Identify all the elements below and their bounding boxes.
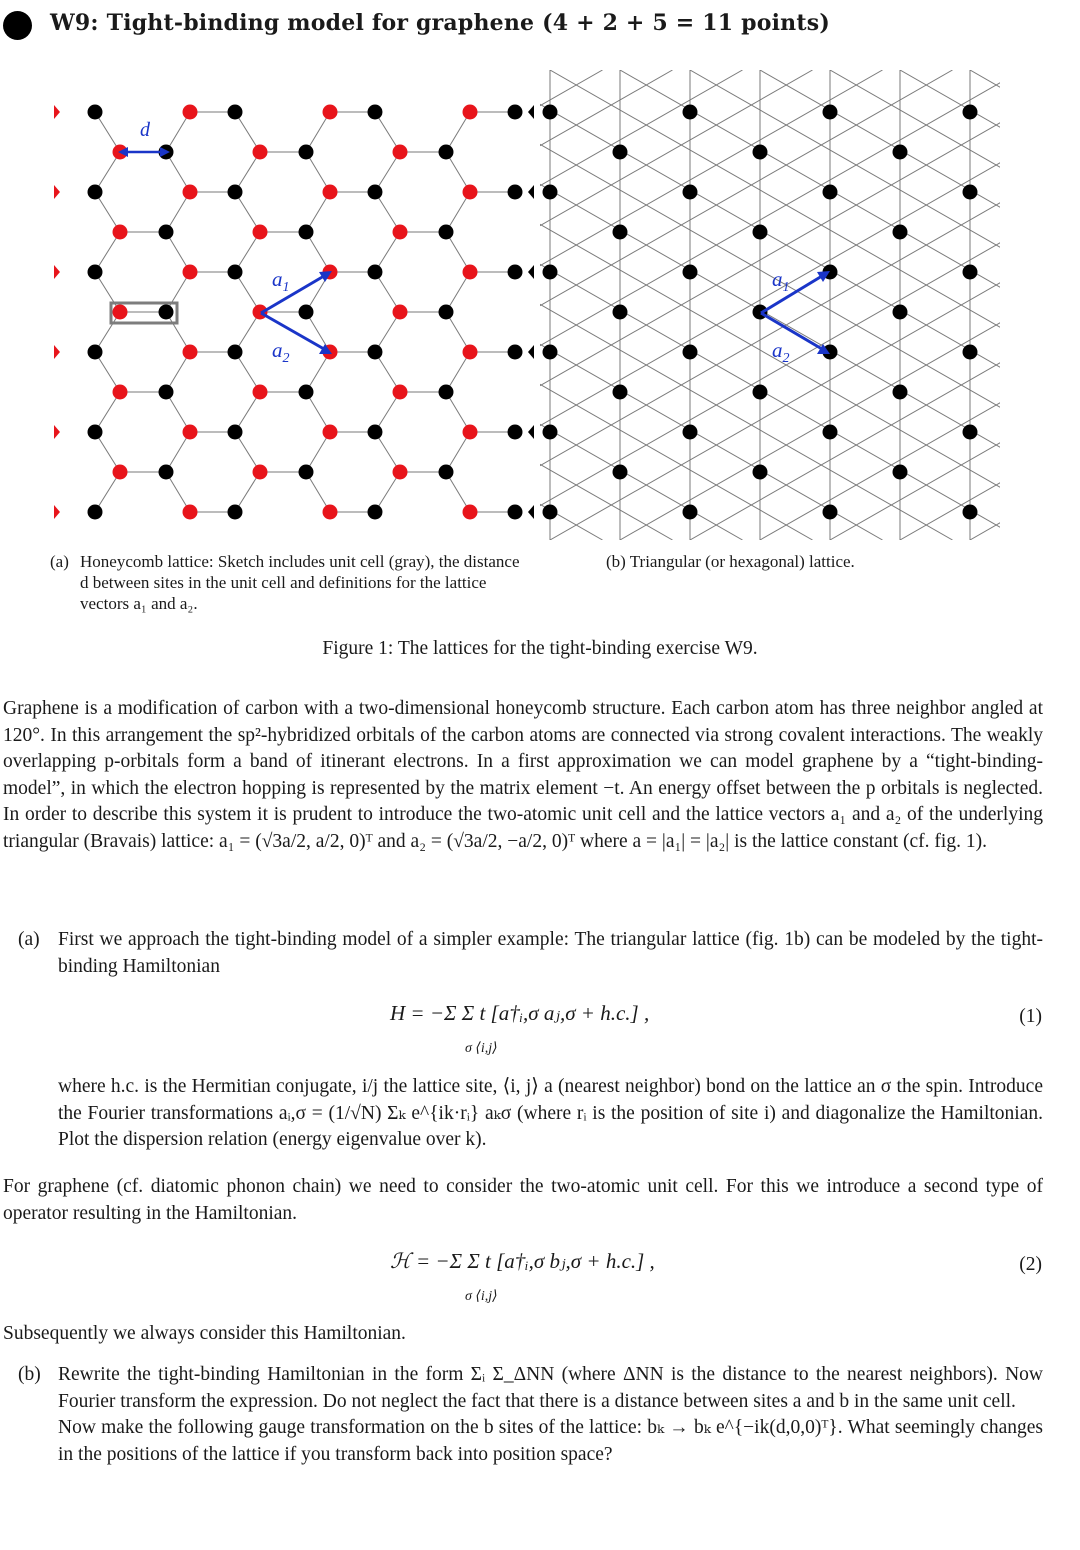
lattice-bond <box>540 70 883 540</box>
a1-vector <box>261 276 324 313</box>
a-site <box>323 505 338 520</box>
caption-a-label: (a) <box>50 552 69 571</box>
a2-label: $a_2$ <box>272 338 290 366</box>
lattice-site <box>543 265 558 280</box>
edge-site <box>528 345 534 359</box>
b-site <box>368 425 383 440</box>
edge-site <box>528 505 534 519</box>
b-site <box>508 265 523 280</box>
a-site <box>113 225 128 240</box>
b-site <box>228 185 243 200</box>
b-site <box>368 265 383 280</box>
a2-vector <box>761 313 822 349</box>
a-site <box>253 225 268 240</box>
lattice-bond <box>970 70 1000 540</box>
triangular-figure <box>540 70 1000 540</box>
lattice-site <box>963 105 978 120</box>
lattice-site <box>963 425 978 440</box>
equation-1-number: (1) <box>1019 1006 1042 1027</box>
lattice-bond <box>620 70 1000 540</box>
a-site <box>393 385 408 400</box>
part-a-label: (a) <box>18 929 40 950</box>
lattice-bond <box>540 70 1000 540</box>
a-site <box>393 225 408 240</box>
b-site <box>508 105 523 120</box>
lattice-bond <box>540 70 1000 540</box>
b-site <box>439 225 454 240</box>
b-site <box>299 145 314 160</box>
caption-a-text: Honeycomb lattice: Sketch includes unit cell (gray), the distance d between sites in the unit cell and definitions for the lattice vectors a₁ and a₂. <box>80 552 520 613</box>
triangular-lattice <box>540 70 1000 540</box>
lattice-site <box>543 105 558 120</box>
a-site <box>323 425 338 440</box>
honeycomb-lattice <box>40 70 540 540</box>
edge-site <box>528 105 534 119</box>
lattice-site <box>823 505 838 520</box>
lattice-site <box>823 105 838 120</box>
exercise-title: W9: Tight-binding model for graphene (4 + 2 + 5 = 11 points) <box>50 10 830 36</box>
b-site <box>368 185 383 200</box>
lattice-site <box>963 345 978 360</box>
lattice-site <box>753 145 768 160</box>
a-site <box>393 305 408 320</box>
a-site <box>463 185 478 200</box>
b-site <box>159 385 174 400</box>
b-site <box>439 145 454 160</box>
lattice-site <box>683 425 698 440</box>
distance-d-label: d <box>140 119 150 141</box>
lattice-site <box>753 465 768 480</box>
equation-1 <box>0 1000 1080 1060</box>
honeycomb-figure <box>40 70 540 540</box>
part-b-text-1: Rewrite the tight-binding Hamiltonian in the form Σᵢ Σ_ΔNN (where ΔNN is the distance to the nearest neighbors). Now Fourier transform the expression. Do not neglect the fact that there is a distance between sites a and b in the same unit cell. <box>58 1364 1043 1412</box>
lattice-site <box>683 185 698 200</box>
b-site <box>439 385 454 400</box>
lattice-bond <box>540 70 1000 540</box>
lattice-site <box>543 185 558 200</box>
equation-2-number: (2) <box>1019 1254 1042 1275</box>
part-b-text-2: Now make the following gauge transformation on the b sites of the lattice: bₖ → bₖ e^{−ik(d,0,0)ᵀ}. What seemingly changes in the positions of the lattice if you transform back into position space? <box>58 1417 1043 1465</box>
b-site <box>88 505 103 520</box>
equation-2-expression: ℋ = −Σ Σ t [a†ᵢ,σ bⱼ,σ + h.c.] , <box>390 1249 655 1273</box>
caption-b: (b) Triangular (or hexagonal) lattice. <box>606 552 855 571</box>
lattice-site <box>963 265 978 280</box>
edge-site <box>54 505 60 519</box>
edge-site <box>54 105 60 119</box>
a-site <box>463 425 478 440</box>
b-site <box>88 185 103 200</box>
edge-site <box>54 185 60 199</box>
equation-2 <box>0 1248 1080 1308</box>
part-a-text: First we approach the tight-binding model of a simpler example: The triangular lattice (fig. 1b) can be modeled by the tight-binding Hamiltonian <box>58 929 1043 977</box>
lattice-bond <box>900 70 1000 540</box>
lattice-bond <box>540 70 1000 540</box>
bullet-icon <box>3 11 32 40</box>
b-site <box>228 505 243 520</box>
lattice-bond <box>540 70 743 540</box>
exercise-header <box>0 4 1080 40</box>
a-site <box>183 505 198 520</box>
lattice-bond <box>540 70 1000 540</box>
caption-a <box>50 551 530 614</box>
a-site <box>183 265 198 280</box>
figure-caption: Figure 1: The lattices for the tight-binding exercise W9. <box>322 638 758 659</box>
a-site <box>183 425 198 440</box>
lattice-bond <box>540 70 1000 540</box>
lattice-site <box>893 225 908 240</box>
lattice-bond <box>830 70 1000 540</box>
lattice-site <box>893 305 908 320</box>
lattice-site <box>613 305 628 320</box>
part-b-item <box>18 1362 1043 1468</box>
lattice-site <box>893 385 908 400</box>
part-a-item <box>18 927 1043 980</box>
subsequently-text: Subsequently we always consider this Hamiltonian. <box>3 1323 406 1344</box>
b-site <box>299 225 314 240</box>
a-site <box>463 345 478 360</box>
lattice-site <box>613 385 628 400</box>
equation-1-expression: H = −Σ Σ t [a†ᵢ,σ aⱼ,σ + h.c.] , <box>390 1001 650 1025</box>
b-site <box>508 345 523 360</box>
a-site <box>253 145 268 160</box>
a-site <box>183 105 198 120</box>
lattice-site <box>683 505 698 520</box>
lattice-site <box>613 225 628 240</box>
lattice-site <box>683 265 698 280</box>
b-site <box>228 425 243 440</box>
lattice-bond <box>970 70 1000 540</box>
lattice-bond <box>540 70 1000 540</box>
a-site <box>393 465 408 480</box>
lattice-bond <box>830 70 1000 540</box>
lattice-bond <box>760 70 1000 540</box>
lattice-bond <box>620 70 1000 540</box>
b-site <box>228 345 243 360</box>
a-site <box>183 185 198 200</box>
lattice-site <box>963 505 978 520</box>
lattice-bond <box>540 70 743 540</box>
lattice-site <box>543 505 558 520</box>
lattice-site <box>753 385 768 400</box>
b-site <box>508 505 523 520</box>
edge-site <box>528 265 534 279</box>
b-site <box>508 185 523 200</box>
lattice-bond <box>540 70 673 540</box>
b-site <box>299 465 314 480</box>
part-a-continued <box>18 1074 1043 1154</box>
b-site <box>159 465 174 480</box>
a-site <box>253 465 268 480</box>
edge-site <box>528 185 534 199</box>
lattice-bond <box>540 70 673 540</box>
a-site <box>463 105 478 120</box>
lattice-bond <box>540 70 1000 540</box>
lattice-site <box>823 185 838 200</box>
b-site <box>299 385 314 400</box>
b-site <box>368 345 383 360</box>
a-site <box>113 305 128 320</box>
lattice-site <box>893 465 908 480</box>
edge-site <box>54 265 60 279</box>
b-site <box>88 265 103 280</box>
lattice-site <box>683 345 698 360</box>
lattice-bond <box>540 70 1000 540</box>
b-site <box>439 305 454 320</box>
b-site <box>159 305 174 320</box>
lattice-bond <box>540 70 883 540</box>
b-site <box>159 225 174 240</box>
lattice-site <box>543 345 558 360</box>
b-site <box>88 105 103 120</box>
lattice-site <box>613 465 628 480</box>
a-site <box>393 145 408 160</box>
part-b-label: (b) <box>18 1364 41 1385</box>
a-site <box>463 265 478 280</box>
a-site <box>113 385 128 400</box>
a-site <box>463 505 478 520</box>
lattice-site <box>893 145 908 160</box>
lattice-site <box>613 145 628 160</box>
edge-site <box>54 345 60 359</box>
a-site <box>253 385 268 400</box>
lattice-site <box>823 425 838 440</box>
lattice-site <box>683 105 698 120</box>
lattice-site <box>753 225 768 240</box>
lattice-site <box>963 185 978 200</box>
intro-paragraph: Graphene is a modification of carbon with a two-dimensional honeycomb structure. Each carbon atom has three neighbor angled at 120°. In this arrangement the sp²-hybridized orbitals of the carbon atoms are connected via strong covalent interactions. The weakly overlapping p-orbitals form a band of itinerant electrons. In a first approximation we can model graphene by a “tight-binding-model”, in which the electron hopping is represented by the matrix element −t. An energy offset between the p orbitals is neglected. In order to describe this system it is prudent to introduce the two-atomic unit cell and the lattice vectors a₁ and a₂ of the underlying triangular (Bravais) lattice: a₁ = (√3a/2, a/2, 0)ᵀ and a₂ = (√3a/2, −a/2, 0)ᵀ where a = |a₁| = |a₂| is the lattice constant (cf. fig. 1). <box>3 698 1043 852</box>
b-site <box>508 425 523 440</box>
a-site <box>183 345 198 360</box>
b-site <box>439 465 454 480</box>
lattice-bond <box>760 70 1000 540</box>
lattice-bond <box>900 70 1000 540</box>
lattice-bond <box>540 70 1000 540</box>
a2-label: $a_2$ <box>772 338 790 366</box>
b-site <box>88 345 103 360</box>
a-site <box>113 465 128 480</box>
lattice-site <box>543 425 558 440</box>
a-site <box>323 185 338 200</box>
graphene-paragraph: For graphene (cf. diatomic phonon chain) we need to consider the two-atomic unit cell. For this we introduce a second type of operator resulting in the Hamiltonian. <box>3 1176 1043 1224</box>
equation-2-limits: σ ⟨i,j⟩ <box>465 1289 498 1304</box>
b-site <box>228 265 243 280</box>
equation-1-limits: σ ⟨i,j⟩ <box>465 1041 498 1056</box>
edge-site <box>54 425 60 439</box>
b-site <box>228 105 243 120</box>
part-a-text-2: where h.c. is the Hermitian conjugate, i/j the lattice site, ⟨i, j⟩ a (nearest neighbor) bond on the lattice an σ the spin. Introduce the Fourier transformations aᵢ,σ = (1/√N) Σₖ e^{ik·rᵢ} aₖσ (where rᵢ is the position of site i) and diagonalize the Hamiltonian. Plot the dispersion relation (energy eigenvalue over k). <box>58 1076 1043 1150</box>
b-site <box>88 425 103 440</box>
a1-label: $a_1$ <box>272 267 290 295</box>
b-site <box>299 305 314 320</box>
b-site <box>368 105 383 120</box>
edge-site <box>528 425 534 439</box>
a2-vector <box>261 313 324 349</box>
a1-label: $a_1$ <box>772 267 790 295</box>
a-site <box>323 105 338 120</box>
b-site <box>368 505 383 520</box>
